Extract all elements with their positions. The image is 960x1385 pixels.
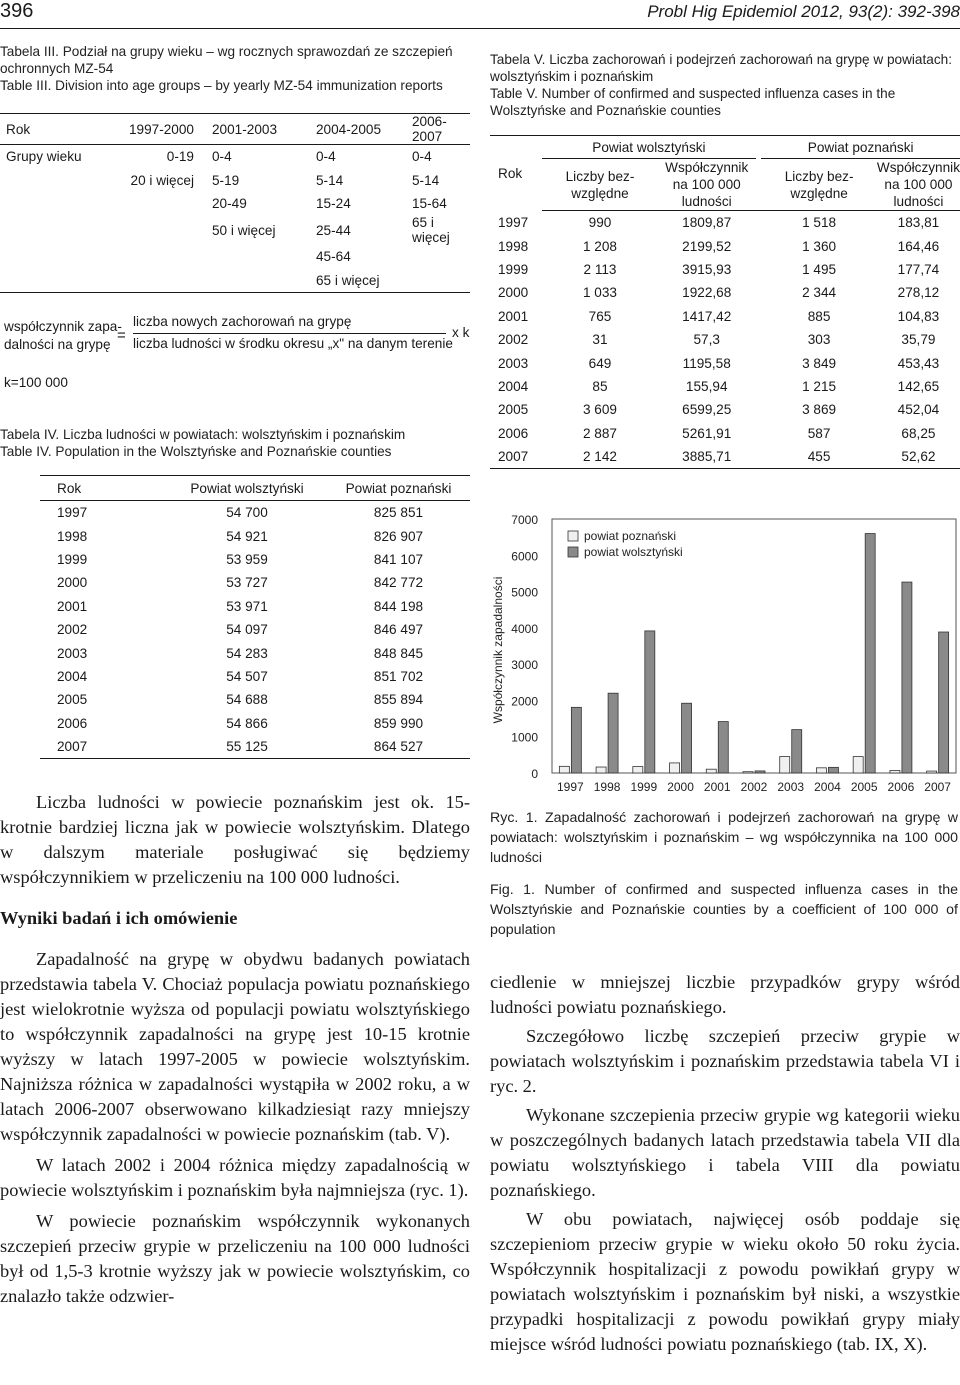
- table-row: [490, 211, 960, 235]
- table5-cell: 1 518: [802, 215, 837, 231]
- paragraph: Liczba ludności w powiecie poznańskim jest ok. 15-krotnie bardziej liczna jak w powiecie wolsztyńskim. Dlatego w dalszym materiale posługiwać się będziemy współczynnikiem w przeliczeniu na 100 000 ludności.: [0, 792, 470, 887]
- table4-cell: 53 727: [226, 575, 268, 591]
- bar-poznanski: [890, 771, 900, 773]
- table-row: [490, 351, 960, 374]
- table3-cell: [0, 168, 104, 191]
- table4-cell: 842 772: [373, 575, 424, 591]
- x-tick-label: 2003: [777, 780, 805, 794]
- bar-wolsztynski: [828, 767, 838, 773]
- table5-cell: 303: [807, 332, 831, 348]
- x-tick-label: 2001: [703, 780, 731, 794]
- table3-cell: 45-64: [316, 249, 351, 265]
- table4-header-cell: Rok: [40, 476, 167, 501]
- table-row: [490, 281, 960, 304]
- table4-cell: 1998: [57, 528, 88, 544]
- table-row: [490, 375, 960, 398]
- table4-cell: 54 921: [226, 528, 268, 544]
- table3-cell: [0, 215, 104, 245]
- bar-wolsztynski: [718, 722, 728, 773]
- table3-header-cell: Rok: [0, 114, 104, 145]
- table3-cell: [104, 215, 204, 245]
- table4-cell: 848 845: [373, 645, 424, 661]
- table5-cell: 1 360: [802, 238, 837, 254]
- table5-cell: 1 208: [582, 238, 617, 254]
- x-tick-label: 2000: [667, 780, 694, 794]
- table5-cell: 3 849: [802, 355, 837, 371]
- bar-wolsztynski: [939, 632, 949, 773]
- table5-cell: 2 887: [582, 425, 617, 441]
- bar-wolsztynski: [608, 693, 618, 773]
- x-tick-label: 2004: [814, 780, 841, 794]
- table3-caption-en: Table III. Division into age groups – by yearly MZ-54 immunization reports: [0, 78, 443, 93]
- table-row: [40, 641, 470, 664]
- left-column-text: [0, 790, 470, 1309]
- table4-cell: 2007: [40, 735, 167, 759]
- table5-cell: 1195,58: [682, 355, 731, 371]
- table5-cell: 587: [807, 425, 831, 441]
- table5-cell: 5261,91: [682, 425, 732, 441]
- y-tick-label: 6000: [511, 549, 538, 564]
- table4-cell: 54 688: [226, 692, 268, 708]
- table5-cell: 453,43: [897, 355, 940, 371]
- table-row: [490, 258, 960, 281]
- table5-caption-en: Table V. Number of confirmed and suspected influenza cases in the Wolsztyńske and Poznańskie counties: [490, 86, 896, 118]
- table5-cell: 2199,52: [682, 238, 732, 254]
- table3: [0, 113, 470, 293]
- table5-cell: 1998: [498, 238, 529, 254]
- table3-cell: 20-49: [212, 195, 247, 211]
- table4-cell: 54 097: [226, 622, 268, 638]
- bar-poznanski: [596, 767, 606, 773]
- table-row: [40, 735, 470, 759]
- table4-cell: 2002: [57, 622, 88, 638]
- x-tick-label: 2002: [740, 780, 768, 794]
- table5-cell: 35,79: [901, 332, 936, 348]
- table5-cell: 3915,93: [682, 261, 732, 277]
- table3-header-row: [0, 114, 470, 145]
- table-row: [490, 422, 960, 445]
- table5-cell: 765: [588, 308, 612, 324]
- table-row: [40, 665, 470, 688]
- table3-caption: [0, 43, 470, 94]
- table3-cell: Grupy wieku: [6, 149, 82, 165]
- table5-cell: 155,94: [685, 378, 728, 394]
- table5-header-abs: Liczby bez-względne: [542, 159, 658, 211]
- table5-header-coef: Współczynnik na 100 000 ludności: [876, 160, 960, 209]
- table5-cell: 649: [588, 355, 612, 371]
- table5-cell: 2 113: [583, 261, 617, 277]
- table5-cell: 1 033: [582, 285, 617, 301]
- formula-denominator: liczba ludności w środku okresu „x" na danym terenie: [133, 336, 453, 351]
- table5-cell: 104,83: [897, 308, 940, 324]
- bar-poznanski: [927, 771, 937, 773]
- table4-caption-pl: Tabela IV. Liczba ludności w powiatach: wolsztyńskim i poznańskim: [0, 427, 406, 442]
- table4-cell: 2003: [57, 645, 88, 661]
- table3-cell: [404, 245, 470, 268]
- table-row: [40, 524, 470, 547]
- table5-cell: 142,65: [897, 378, 940, 394]
- table5-cell: 2006: [498, 425, 529, 441]
- table5-caption-pl: Tabela V. Liczba zachorowań i podejrzeń zachorowań na grypę w powiatach: wolsztyńskim i poznańskim: [490, 52, 952, 84]
- bar-wolsztynski: [902, 582, 912, 773]
- table5-group-poznanski: Powiat poznański: [761, 136, 960, 159]
- table3-cell: [204, 269, 308, 293]
- table5-cell: 2002: [498, 332, 529, 348]
- table-row: [490, 328, 960, 351]
- table3-header-cell: 1997-2000: [104, 114, 204, 145]
- table4-cell: 55 125: [167, 735, 327, 759]
- figure-caption-pl: Ryc. 1. Zapadalność zachorowań i podejrzeń zachorowań na grypę w powiatach: wolsztyńskim i poznańskim – wg współczynnika na 100 000 ludności: [490, 810, 958, 866]
- x-tick-label: 1998: [593, 780, 621, 794]
- table3-header-cell: 2006-2007: [404, 114, 470, 145]
- table4-cell: 1997: [57, 505, 88, 521]
- table4-cell: 54 700: [226, 505, 268, 521]
- table3-cell: 15-64: [412, 195, 447, 211]
- table5-cell: 1809,87: [682, 215, 732, 231]
- paragraph: W obu powiatach, najwięcej osób poddaje się szczepieniom przeciw grypie w wieku około 50 roku życia. Współczynnik hospitalizacji z powodu powikłań grypy w powiatach wolsztyńskim i poznańskim był niski, a wszystkie przypadki hospitalizacji z powodu powikłań grypy miały miejsce wśród ludności powiatu poznańskiego (tab. IX, X).: [490, 1209, 960, 1354]
- legend-label: powiat wolsztyński: [584, 545, 683, 559]
- table4-caption: [0, 426, 470, 460]
- table3-cell: [104, 245, 204, 268]
- table4-cell: 844 198: [373, 598, 424, 614]
- table4-cell: 53 959: [226, 551, 268, 567]
- table3-cell: [104, 269, 204, 293]
- formula-label: [4, 318, 122, 354]
- table3-row: [0, 145, 470, 169]
- table-row: [490, 305, 960, 328]
- table4-cell: 841 107: [373, 551, 424, 567]
- table5-cell: 455: [761, 445, 877, 469]
- page-header: [0, 0, 960, 29]
- y-tick-label: 5000: [511, 585, 538, 600]
- table5-cell: 31: [592, 332, 608, 348]
- table4-cell: 2005: [57, 692, 88, 708]
- table5-cell: 452,04: [897, 402, 940, 418]
- bar-wolsztynski: [571, 707, 581, 773]
- table5-cell: 3885,71: [658, 445, 756, 469]
- table5-cell: 2003: [498, 355, 529, 371]
- bar-wolsztynski: [682, 703, 692, 773]
- table4-cell: 851 702: [373, 668, 424, 684]
- table3-caption-pl: Tabela III. Podział na grupy wieku – wg rocznych sprawozdań ze szczepień ochronnych MZ-54: [0, 44, 453, 76]
- y-tick-label: 3000: [511, 658, 538, 673]
- table3-cell: 20 i więcej: [130, 172, 194, 188]
- table4-cell: 846 497: [373, 622, 424, 638]
- bar-poznanski: [743, 772, 753, 773]
- table5-cell: 6599,25: [682, 402, 732, 418]
- table3-cell: 5-19: [212, 172, 240, 188]
- table4-cell: 53 971: [226, 598, 268, 614]
- table5-cell: 2000: [498, 285, 529, 301]
- y-tick-label: 2000: [511, 694, 538, 709]
- table3-cell: [204, 245, 308, 268]
- table5-cell: 3 609: [582, 402, 617, 418]
- table5-cell: 2 142: [542, 445, 658, 469]
- table3-cell: 5-14: [316, 172, 344, 188]
- table5-cell: 2 344: [802, 285, 837, 301]
- table4-cell: 2000: [57, 575, 88, 591]
- table5-cell: 183,81: [897, 215, 940, 231]
- paragraph: W powiecie poznańskim współczynnik wykonanych szczepień przeciw grypie w przeliczeniu na 100 000 ludności był od 1,5-3 krotnie wyższy jak w powiecie wolsztyńskim, co znalazło także odzwier-: [0, 1211, 470, 1306]
- table4-cell: 2006: [57, 715, 88, 731]
- table-row: [40, 595, 470, 618]
- table5-cell: 2004: [498, 378, 529, 394]
- y-tick-label: 4000: [511, 621, 538, 636]
- table5-cell: 2001: [498, 308, 529, 324]
- y-tick-label: 0: [531, 767, 538, 781]
- journal-citation: Probl Hig Epidemiol 2012, 93(2): 392-398: [647, 2, 960, 21]
- k-value: k=100 000: [4, 375, 68, 390]
- paragraph: Wykonane szczepienia przeciw grypie wg kategorii wieku w poszczególnych badanych latach przedstawia tabela VII dla powiatu wolsztyńskiego i tabela VIII dla powiatu poznańskiego.: [490, 1105, 960, 1200]
- table5-cell: 1417,42: [682, 308, 732, 324]
- legend-swatch: [568, 531, 578, 541]
- table4-caption-en: Table IV. Population in the Wolsztyńske and Poznańskie counties: [0, 444, 392, 459]
- bar-poznanski: [706, 769, 716, 773]
- x-tick-label: 2006: [887, 780, 915, 794]
- table5-cell: 990: [588, 215, 612, 231]
- table-row: [490, 398, 960, 421]
- y-tick-label: 7000: [511, 513, 538, 527]
- paragraph: ciedlenie w mniejszej liczbie przypadków grypy wśród ludności powiatu poznańskiego.: [490, 972, 960, 1017]
- table4-cell: 54 283: [226, 645, 268, 661]
- bar-wolsztynski: [792, 730, 802, 773]
- table-row: [40, 548, 470, 571]
- bar-poznanski: [559, 766, 569, 773]
- table3-row: [0, 215, 470, 245]
- table3-cell: [0, 245, 104, 268]
- table3-cell: 15-24: [316, 195, 351, 211]
- table3-cell: [404, 269, 470, 293]
- table-row: [490, 445, 960, 469]
- bar-poznanski: [853, 757, 863, 773]
- table5-cell: 3 869: [802, 402, 837, 418]
- figure-chart: [488, 505, 960, 805]
- table-row: [40, 501, 470, 525]
- table3-row: [0, 269, 470, 293]
- figure-caption-en: Fig. 1. Number of confirmed and suspected influenza cases in the Wolsztyńskie and Poznańskie counties by a coefficient of 100 000 of population: [490, 882, 958, 938]
- table3-cell: 0-4: [412, 149, 432, 165]
- table5-cell: 177,74: [897, 261, 940, 277]
- table5-header-abs: Liczby bez-względne: [761, 159, 877, 211]
- table5-cell: 1999: [498, 261, 529, 277]
- table4-cell: 2004: [57, 668, 88, 684]
- table5-header-coef: Współczynnik na 100 000 ludności: [658, 159, 756, 211]
- table4-cell: 54 507: [226, 668, 268, 684]
- table3-row: [0, 168, 470, 191]
- table5-cell: 2005: [498, 402, 529, 418]
- table5-group-wolsztynski: Powiat wolsztyński: [542, 136, 755, 159]
- paragraph: W latach 2002 i 2004 różnica między zapadalnością w powiecie wolsztyńskim i poznańskim była najmniejsza (ryc. 1).: [0, 1155, 470, 1200]
- table5-cell: 57,3: [693, 332, 720, 348]
- table-row: [40, 618, 470, 641]
- table4-header-cell: Powiat poznański: [327, 476, 470, 501]
- table3-cell: 0-4: [316, 149, 336, 165]
- table5-caption: [490, 51, 960, 119]
- bar-poznanski: [670, 763, 680, 773]
- table4-header-cell: Powiat wolsztyński: [167, 476, 327, 501]
- table4-cell: 1999: [57, 551, 88, 567]
- bar-poznanski: [816, 768, 826, 773]
- table3-cell: [104, 192, 204, 215]
- table5-header-rok: Rok: [490, 136, 542, 211]
- table4-cell: 2001: [57, 598, 88, 614]
- table3-row: [0, 192, 470, 215]
- table3-cell: 0-4: [212, 149, 232, 165]
- formula-numerator: liczba nowych zachorowań na grypę: [133, 314, 352, 329]
- legend-label: powiat poznański: [584, 529, 677, 543]
- table3-row: [0, 245, 470, 268]
- table5-cell: 1 215: [802, 378, 837, 394]
- table5-cell: 2007: [490, 445, 542, 469]
- paragraph: Zapadalność na grypę w obydwu badanych powiatach przedstawia tabela V. Chociaż populacja powiatu poznańskiego jest wielokrotnie wyższa od populacji powiatu wolsztyńskiego to współczynnik zapadalności na grypę jest 10-15 krotnie wyższy w latach 1997-2005 w powiecie wolsztyńskim. Najniższa różnica w zapadalności wystąpiła w 2002 roku, a w latach 2006-2007 obserwowano kilkadziesiąt razy mniejszy współczynnik zapadalności w powiecie poznańskim (tab. V).: [0, 949, 470, 1144]
- table4: [40, 475, 470, 759]
- bar-wolsztynski: [865, 534, 875, 773]
- page-number: 396: [0, 0, 34, 22]
- table3-cell: 5-14: [412, 172, 440, 188]
- formula-equals: =: [117, 327, 126, 344]
- x-tick-label: 2007: [924, 780, 951, 794]
- table4-cell: 864 527: [327, 735, 470, 759]
- fraction-line: [133, 333, 446, 334]
- table5-cell: 52,62: [877, 445, 960, 469]
- bar-wolsztynski: [645, 631, 655, 773]
- table3-cell: 50 i więcej: [212, 222, 276, 238]
- table3-cell: [0, 192, 104, 215]
- bar-poznanski: [780, 757, 790, 773]
- table3-cell: 65 i więcej: [308, 269, 404, 293]
- table4-header-row: [40, 476, 470, 501]
- y-axis-label: Współczynnik zapadalności: [491, 576, 505, 724]
- table4-cell: 859 990: [373, 715, 424, 731]
- table-row: [490, 234, 960, 257]
- table4-cell: 825 851: [373, 505, 424, 521]
- table5-cell: 68,25: [901, 425, 936, 441]
- table5-cell: 85: [592, 378, 608, 394]
- bar-wolsztynski: [755, 771, 765, 773]
- table4-cell: 54 866: [226, 715, 268, 731]
- table-row: [40, 712, 470, 735]
- formula-label-line2: dalności na grypę: [4, 337, 111, 352]
- legend-swatch: [568, 547, 578, 557]
- table5-cell: 164,46: [897, 238, 940, 254]
- table4-cell: 855 894: [373, 692, 424, 708]
- right-column-text: [490, 970, 960, 1357]
- y-tick-label: 1000: [511, 730, 538, 745]
- table5-cell: 1 495: [802, 261, 837, 277]
- table3-cell: 0-19: [166, 149, 194, 165]
- table3-header-cell: 2004-2005: [308, 114, 404, 145]
- figure-caption: [490, 808, 958, 940]
- table4-cell: 826 907: [373, 528, 424, 544]
- x-tick-label: 1999: [630, 780, 658, 794]
- table5-cell: 885: [807, 308, 831, 324]
- table3-cell: 25-44: [316, 222, 351, 238]
- table3-header-cell: 2001-2003: [204, 114, 308, 145]
- table5-cell: 278,12: [897, 285, 940, 301]
- bar-poznanski: [633, 767, 643, 773]
- table3-cell: [0, 269, 104, 293]
- table5: [490, 135, 960, 469]
- paragraph: Szczegółowo liczbę szczepień przeciw grypie w powiatach wolsztyńskim i poznańskim przedstawia tabela VI i ryc. 2.: [490, 1026, 960, 1096]
- table3-cell: 65 i więcej: [412, 215, 450, 246]
- table-row: [40, 688, 470, 711]
- table5-cell: 1922,68: [682, 285, 732, 301]
- table5-cell: 1997: [498, 214, 529, 230]
- table-row: [40, 571, 470, 594]
- formula-label-line1: współczynnik zapa-: [4, 319, 122, 334]
- section-heading: Wyniki badań i ich omówienie: [0, 908, 238, 928]
- x-tick-label: 1997: [557, 780, 584, 794]
- x-tick-label: 2005: [850, 780, 878, 794]
- formula-multiplier: x k: [452, 325, 470, 340]
